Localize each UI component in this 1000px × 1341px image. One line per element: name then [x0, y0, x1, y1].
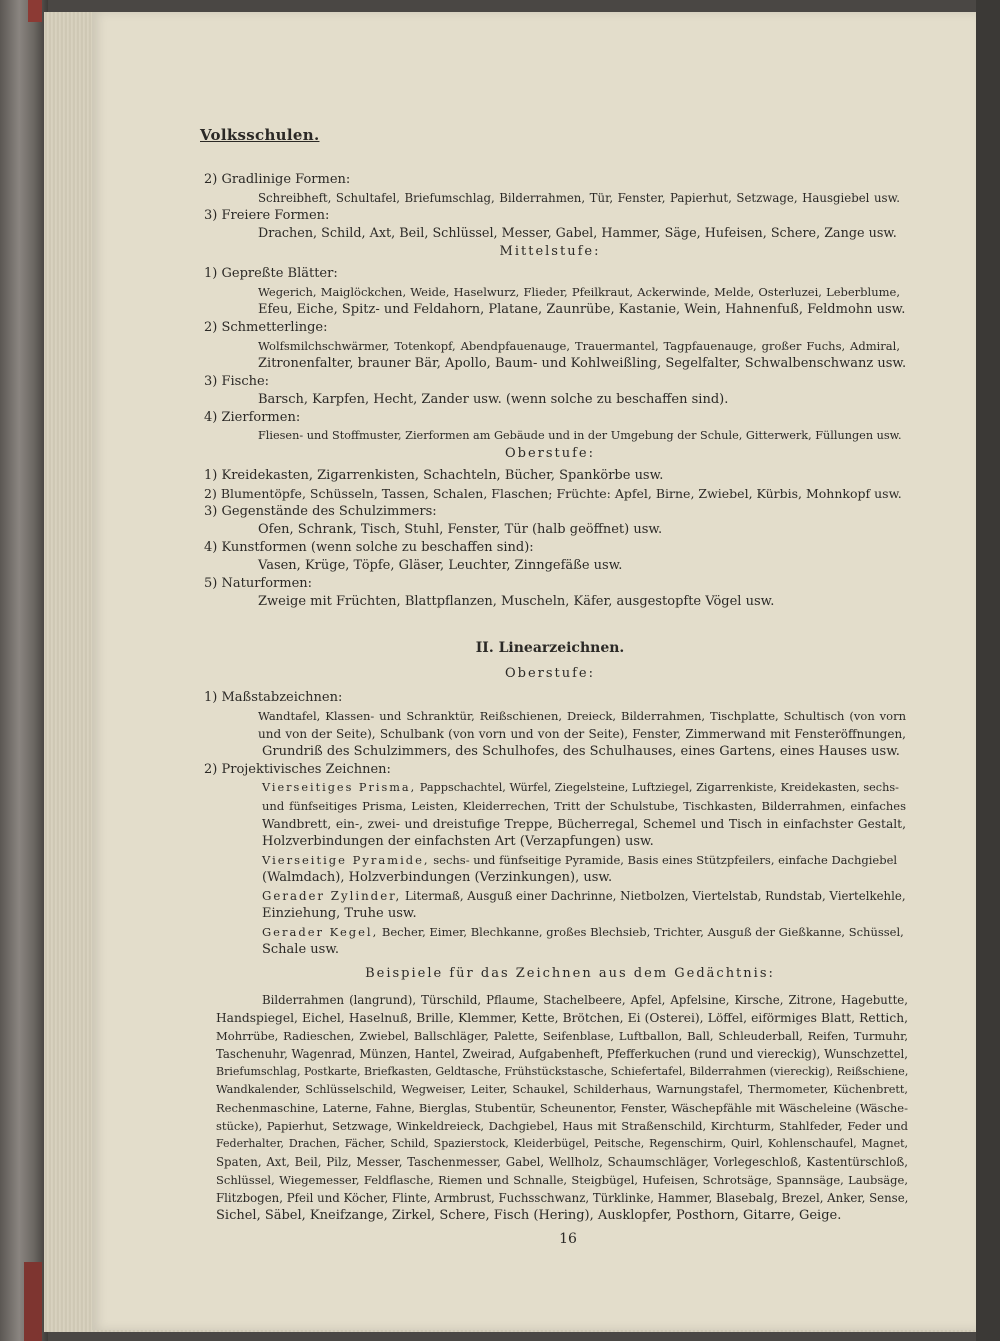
kegel-heading: Gerader Kegel,: [262, 925, 379, 939]
paragraph-line: Mohrrübe, Radieschen, Zwiebel, Ballschläger, Palette, Seifenblase, Luftballon, Ball, Schleuderball, Reifen, Turmuhr,: [216, 1029, 908, 1043]
list-label: Kunstformen (wenn solche zu beschaffen sind):: [221, 540, 534, 555]
list-label: Gradlinige Formen:: [221, 172, 351, 187]
paragraph-line: Bilderrahmen (langrund), Türschild, Pflaume, Stachelbeere, Apfel, Apfelsine, Kirsche, Zitrone, Hagebutte,: [262, 993, 908, 1007]
list-item: [204, 762, 908, 778]
list-text: und von der Seite), Schulbank (von vorn und von der Seite), Fenster, Zimmerwand mit Fensteröffnungen,: [258, 727, 906, 741]
kegel-line: [262, 924, 908, 940]
list-text: Vasen, Krüge, Töpfe, Gläser, Leuchter, Zinngefäße usw.: [258, 558, 623, 573]
list-number: 2): [204, 172, 218, 187]
list-item: [204, 410, 908, 426]
list-label: Gegenstände des Schulzimmers:: [221, 504, 437, 519]
list-number: 4): [204, 410, 218, 425]
list-text: Wandtafel, Klassen- und Schranktür, Reißschienen, Dreieck, Bilderrahmen, Tischplatte, Schultisch (von vorn: [258, 709, 906, 723]
list-number: 2): [204, 320, 218, 335]
pyramide-line: [262, 852, 908, 868]
list-number: 4): [204, 540, 218, 555]
list-label: Blumentöpfe, Schüsseln, Tassen, Schalen, Flaschen; Früchte: Apfel, Birne, Zwiebel, Kürbis, Mohnkopf usw.: [220, 486, 902, 501]
list-text: Holzverbindungen der einfachsten Art (Verzapfungen) usw.: [262, 834, 654, 849]
list-label: Freiere Formen:: [221, 208, 330, 223]
list-number: 5): [204, 576, 218, 591]
list-text: Wolfsmilchschwärmer, Totenkopf, Abendpfauenauge, Trauermantel, Tagpfauenauge, großer Fuchs, Admiral,: [258, 339, 900, 353]
paragraph-line: Wandkalender, Schlüsselschild, Wegweiser, Leiter, Schaukel, Schilderhaus, Warnungstafel, Thermometer, Küchenbrett,: [216, 1083, 908, 1096]
list-label: Maßstabzeichnen:: [221, 690, 343, 705]
list-label: Gepreßte Blätter:: [221, 266, 338, 281]
list-text: Schale usw.: [262, 942, 340, 957]
list-number: 2): [204, 486, 217, 501]
subheading-oberstufe: Oberstufe:: [504, 446, 596, 461]
paragraph-line: Federhalter, Drachen, Fächer, Schild, Spazierstock, Kleiderbügel, Peitsche, Regenschirm, Quirl, Kohlenschaufel, Magnet,: [216, 1137, 908, 1150]
list-item: [204, 576, 908, 592]
prisma-text: Pappschachtel, Würfel, Ziegelsteine, Luftziegel, Zigarrenkiste, Kreidekasten, sechs-: [419, 781, 899, 794]
list-item: [204, 208, 908, 224]
pyramide-text: sechs- und fünfseitige Pyramide, Basis eines Stützpfeilers, einfache Dachgiebel: [433, 853, 898, 867]
list-number: 1): [204, 266, 218, 281]
list-text: Einziehung, Truhe usw.: [262, 906, 417, 921]
list-number: 1): [204, 468, 218, 483]
list-item: [204, 468, 908, 484]
section-title-linearzeichnen: II. Linearzeichnen.: [475, 640, 625, 656]
subheading-mittelstufe: Mittelstufe:: [499, 244, 601, 259]
list-number: 3): [204, 504, 218, 519]
zylinder-text: Litermaß, Ausguß einer Dachrinne, Nietbolzen, Viertelstab, Rundstab, Viertelkehle,: [404, 889, 906, 903]
paragraph-line: Handspiegel, Eichel, Haselnuß, Brille, Klemmer, Kette, Brötchen, Ei (Osterei), Löffel, eiförmiges Blatt, Rettich,: [216, 1011, 908, 1025]
list-text: und fünfseitiges Prisma, Leisten, Kleiderrechen, Tritt der Schulstube, Tischkasten, Bilderrahmen, einfaches: [262, 799, 906, 813]
list-text: Fliesen- und Stoffmuster, Zierformen am Gebäude und in der Umgebung der Schule, Gitterwerk, Füllungen usw.: [258, 429, 902, 442]
list-text: Schreibheft, Schultafel, Briefumschlag, Bilderrahmen, Tür, Fenster, Papierhut, Setzwage, Hausgiebel usw.: [258, 191, 900, 205]
list-text: Drachen, Schild, Axt, Beil, Schlüssel, Messer, Gabel, Hammer, Säge, Hufeisen, Schere, Zange usw.: [258, 226, 897, 241]
list-number: 2): [204, 762, 218, 777]
zylinder-line: [262, 888, 908, 904]
list-number: 3): [204, 208, 218, 223]
list-label: Schmetterlinge:: [221, 320, 328, 335]
paragraph-line: Flitzbogen, Pfeil und Köcher, Flinte, Armbrust, Fuchsschwanz, Türklinke, Hammer, Blasebalg, Brezel, Anker, Sense,: [216, 1191, 909, 1205]
list-label: Zierformen:: [221, 410, 301, 425]
list-item: [204, 540, 908, 556]
list-item: [204, 320, 908, 336]
kegel-text: Becher, Eimer, Blechkanne, großes Blechsieb, Trichter, Ausguß der Gießkanne, Schüssel,: [381, 925, 904, 939]
prisma-heading: Vierseitiges Prisma,: [262, 781, 417, 794]
list-text: Ofen, Schrank, Tisch, Stuhl, Fenster, Tür (halb geöffnet) usw.: [258, 522, 663, 537]
paragraph-line: stücke), Papierhut, Setzwage, Winkeldreieck, Dachgiebel, Haus mit Straßenschild, Kirchturm, Stahlfeder, Feder und: [216, 1119, 908, 1133]
list-item: [204, 504, 908, 520]
list-text: Zitronenfalter, brauner Bär, Apollo, Baum- und Kohlweißling, Segelfalter, Schwalbenschwanz usw.: [258, 356, 907, 371]
paragraph-line: Briefumschlag, Postkarte, Briefkasten, Geldtasche, Frühstückstasche, Schiefertafel, Bilderrahmen (viereckig), Reißschiene,: [216, 1065, 909, 1078]
prisma-line: [262, 780, 906, 796]
list-text: (Walmdach), Holzverbindungen (Verzinkungen), usw.: [262, 870, 613, 885]
paragraph-line: Rechenmaschine, Laterne, Fahne, Bierglas, Stubentür, Scheunentor, Fenster, Wäschepfähle mit Wäscheleine (Wäsche-: [216, 1101, 908, 1115]
list-number: 3): [204, 374, 218, 389]
list-text: Barsch, Karpfen, Hecht, Zander usw. (wenn solche zu beschaffen sind).: [258, 392, 729, 407]
list-label: Kreidekasten, Zigarrenkisten, Schachteln, Bücher, Spankörbe usw.: [221, 468, 664, 483]
list-text: Efeu, Eiche, Spitz- und Feldahorn, Platane, Zaunrübe, Kastanie, Wein, Hahnenfuß, Feldmohn usw.: [258, 302, 906, 317]
list-item: [204, 690, 908, 706]
list-label: Naturformen:: [221, 576, 313, 591]
list-item: [204, 374, 908, 390]
list-text: Wandbrett, ein-, zwei- und dreistufige Treppe, Bücherregal, Schemel und Tisch in einfachster Gestalt,: [262, 817, 906, 831]
zylinder-heading: Gerader Zylinder,: [262, 889, 402, 903]
page-header: Volksschulen.: [200, 126, 320, 144]
paragraph-line: Spaten, Axt, Beil, Pilz, Messer, Taschenmesser, Gabel, Wellholz, Schaumschläger, Vorlegeschloß, Kastentürschloß,: [216, 1155, 908, 1169]
list-item: [204, 172, 908, 188]
list-label: Fische:: [221, 374, 270, 389]
subheading-gedaechtnis: Beispiele für das Zeichnen aus dem Gedächtnis:: [365, 966, 775, 981]
list-item: [204, 486, 908, 502]
subheading-oberstufe-2: Oberstufe:: [504, 666, 596, 681]
pyramide-heading: Vierseitige Pyramide,: [262, 853, 430, 867]
page-number: 16: [559, 1231, 577, 1247]
paragraph-line: Sichel, Säbel, Kneifzange, Zirkel, Schere, Fisch (Hering), Ausklopfer, Posthorn, Gitarre, Geige.: [216, 1208, 842, 1223]
list-number: 1): [204, 690, 218, 705]
list-label: Projektivisches Zeichnen:: [221, 762, 391, 777]
paragraph-line: Schlüssel, Wiegemesser, Feldflasche, Riemen und Schnalle, Steigbügel, Hufeisen, Schrotsäge, Spannsäge, Laubsäge,: [216, 1173, 908, 1187]
list-text: Wegerich, Maiglöckchen, Weide, Haselwurz, Flieder, Pfeilkraut, Ackerwinde, Melde, Osterluzei, Leberblume,: [258, 285, 900, 299]
list-text: Zweige mit Früchten, Blattpflanzen, Muscheln, Käfer, ausgestopfte Vögel usw.: [258, 594, 775, 609]
paragraph-line: Taschenuhr, Wagenrad, Münzen, Hantel, Zweirad, Aufgabenheft, Pfefferkuchen (rund und viereckig), Wunschzettel,: [216, 1047, 909, 1061]
list-text: Grundriß des Schulzimmers, des Schulhofes, des Schulhauses, eines Gartens, eines Hauses usw.: [262, 744, 900, 759]
list-item: [204, 266, 908, 282]
